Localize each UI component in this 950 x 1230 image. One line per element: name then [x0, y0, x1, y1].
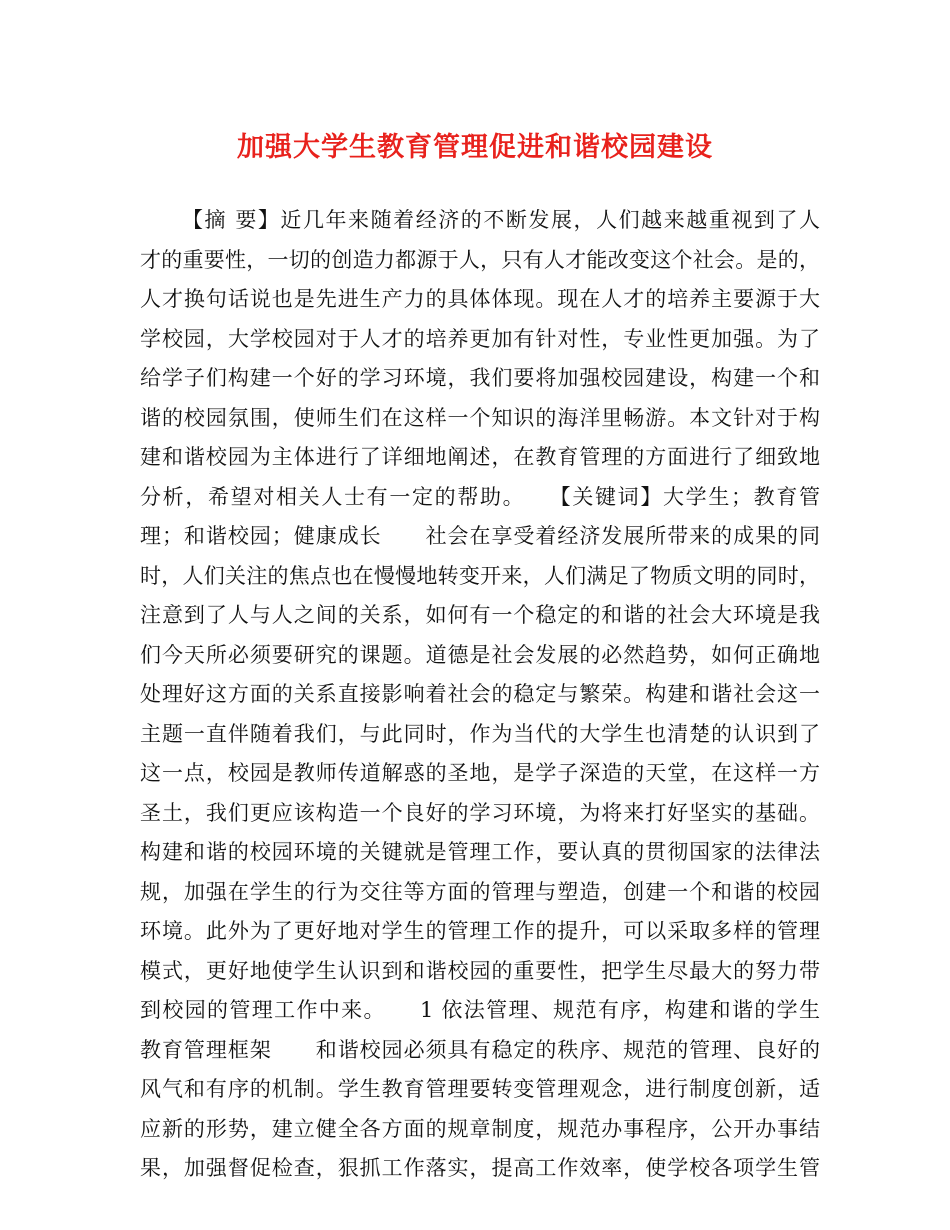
body-line: 这一点，校园是教师传道解惑的圣地，是学子深造的天堂，在这样一方 [140, 761, 820, 785]
body-line: 到校园的管理工作中来。 1 依法管理、规范有序，构建和谐的学生 [140, 998, 820, 1022]
document-title: 加强大学生教育管理促进和谐校园建设 [237, 132, 713, 163]
body-line: 规，加强在学生的行为交往等方面的管理与塑造，创建一个和谐的校园 [140, 879, 820, 904]
body-line: 谐的校园氛围，使师生们在这样一个知识的海洋里畅游。本文针对于构 [140, 405, 820, 430]
body-line: 注意到了人与人之间的关系，如何有一个稳定的和谐的社会大环境是我 [140, 603, 820, 627]
body-line: 构建和谐的校园环境的关键就是管理工作，要认真的贯彻国家的法律法 [140, 840, 820, 864]
body-line: 建和谐校园为主体进行了详细地阐述，在教育管理的方面进行了细致地 [140, 445, 820, 469]
body-line: 风气和有序的机制。学生教育管理要转变管理观念，进行制度创新，适 [140, 1077, 820, 1101]
body-line: 果，加强督促检查，狠抓工作落实，提高工作效率，使学校各项学生管 [140, 1156, 820, 1180]
body-line: 时，人们关注的焦点也在慢慢地转变开来，人们满足了物质文明的同时， [140, 563, 820, 588]
body-line: 环境。此外为了更好地对学生的管理工作的提升，可以采取多样的管理 [140, 919, 820, 943]
body-line: 才的重要性，一切的创造力都源于人，只有人才能改变这个社会。是的， [140, 247, 820, 272]
body-line: 给学子们构建一个好的学习环境，我们要将加强校园建设，构建一个和 [140, 366, 820, 390]
body-line: 模式，更好地使学生认识到和谐校园的重要性，把学生尽最大的努力带 [140, 958, 820, 983]
body-line: 应新的形势，建立健全各方面的规章制度，规范办事程序，公开办事结 [140, 1116, 820, 1141]
body-line: 分析，希望对相关人士有一定的帮助。 【关键词】大学生；教育管 [140, 484, 820, 509]
body-line: 理；和谐校园；健康成长 社会在享受着经济发展所带来的成果的同 [140, 524, 820, 548]
body-line: 学校园，大学校园对于人才的培养更加有针对性，专业性更加强。为了 [140, 326, 820, 351]
document-body [140, 201, 820, 1189]
body-line: 人才换句话说也是先进生产力的具体体现。现在人才的培养主要源于大 [140, 287, 820, 311]
body-line: 【摘 要】近几年来随着经济的不断发展，人们越来越重视到了人 [182, 208, 820, 232]
body-line: 圣土，我们更应该构造一个良好的学习环境，为将来打好坚实的基础。 [140, 800, 820, 825]
body-line: 处理好这方面的关系直接影响着社会的稳定与繁荣。构建和谐社会这一 [140, 682, 820, 706]
body-line: 主题一直伴随着我们，与此同时，作为当代的大学生也清楚的认识到了 [140, 721, 820, 746]
body-line: 们今天所必须要研究的课题。道德是社会发展的必然趋势，如何正确地 [140, 642, 820, 667]
body-line: 教育管理框架 和谐校园必须具有稳定的秩序、规范的管理、良好的 [140, 1037, 820, 1062]
